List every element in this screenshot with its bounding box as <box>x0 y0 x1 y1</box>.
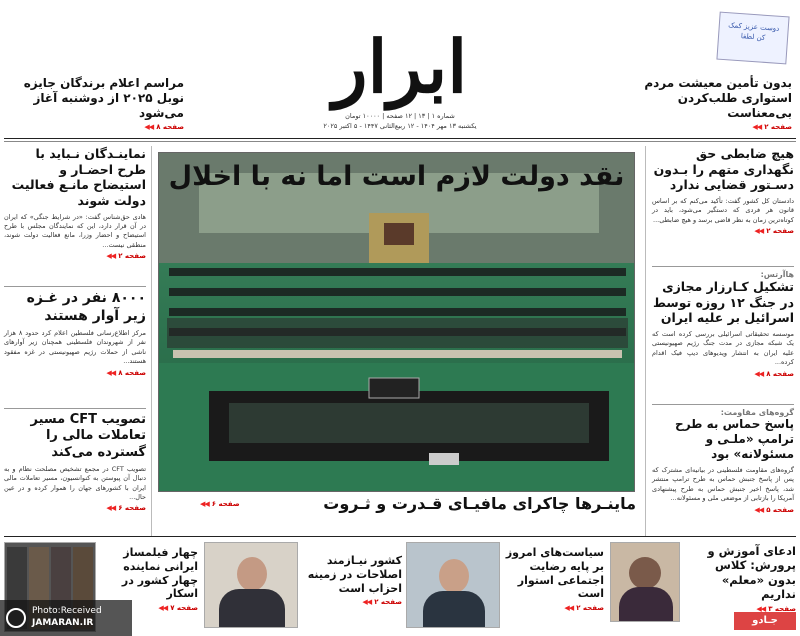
issue-info <box>300 112 500 132</box>
page-ref-label: صفحه ۸ <box>118 368 146 377</box>
arrows-icon: ◀◀ <box>564 604 574 612</box>
person-photo-body <box>423 591 485 628</box>
watermark-line-2: JAMARAN.IR <box>32 618 94 628</box>
watermark-text <box>32 606 102 629</box>
right-article-3 <box>652 408 794 514</box>
article-body: هادی حق‌شناس گفت: «در شرایط جنگی» که ایران در آن قرار دارد، این که نمایندگان مجلس با طرح استیضاح و احضار وزرا، مانع فعالیت دولت شوند، منطقی نیست... <box>4 212 146 249</box>
top-left-teaser <box>4 76 184 131</box>
page-ref[interactable] <box>504 604 604 612</box>
arrows-icon: ◀◀ <box>362 598 372 607</box>
section-divider <box>4 286 146 287</box>
article-kicker: گروه‌های مقاومت: <box>720 408 794 417</box>
page-ref[interactable] <box>4 504 146 512</box>
article-headline[interactable]: چهار فیلمساز ایرانی نماینده چهار کشور در اسکار <box>121 546 198 601</box>
issue-date: یکشنبه ۱۳ مهر ۱۴۰۴ - ۱۲ ربیع‌الثانی ۱۴۴۷ - ۵ اکتبر ۲۰۲۵ <box>323 121 477 130</box>
arrows-icon: ◀◀ <box>754 227 764 236</box>
page-ref[interactable] <box>4 252 146 260</box>
arrows-icon: ◀◀ <box>756 604 766 613</box>
page-ref-label: صفحه ۵ <box>766 505 794 514</box>
watermark-line-1: Photo:Received <box>32 606 102 617</box>
section-divider <box>652 266 794 267</box>
main-photo <box>158 152 635 492</box>
right-article-1 <box>652 146 794 235</box>
top-right-teaser <box>630 76 792 131</box>
masthead-divider <box>4 138 796 139</box>
left-article-1 <box>4 146 146 260</box>
page-ref[interactable] <box>302 598 402 606</box>
person-photo-icon <box>439 559 469 593</box>
right-article-2 <box>652 270 794 378</box>
masthead-logo: ابرار <box>332 24 468 109</box>
person-photo-icon <box>629 557 661 589</box>
article-headline[interactable]: نماینـدگان نـباید با طرح احضـار و استیضاح مانـع فعالیت دولت شوند <box>11 146 146 208</box>
page-ref[interactable] <box>200 500 240 508</box>
page-ref-label: صفحه ۲ <box>766 227 794 236</box>
masthead <box>300 22 500 137</box>
bottom-banner[interactable]: جـادو <box>734 612 796 630</box>
arrows-icon: ◀◀ <box>106 252 116 261</box>
bottom-photo-2 <box>406 542 500 628</box>
page-ref-label: صفحه ۸ <box>156 123 184 131</box>
page-ref[interactable] <box>652 370 794 378</box>
bottom-article-1 <box>684 544 796 613</box>
page-ref-label: صفحه ۶ <box>118 504 146 513</box>
top-right-headline[interactable]: بدون تأمین معیشت مردم استواری طلب‌کردن بی‌معناست <box>644 76 792 120</box>
watermark-logo-icon <box>6 608 26 628</box>
article-headline[interactable]: تصویب CFT مسیر تعاملات مالی را گسترده می‌کند <box>30 412 146 460</box>
arrows-icon: ◀◀ <box>754 369 764 378</box>
article-body: موسسه تحقیقاتی اسرائیلی بررسی کرده است که یک شبکه مجازی در مدت جنگ رژیم صهیونیستی علیه ایران به انتشار ویدیوهای دیپ فیک اقدام کرده... <box>652 329 794 367</box>
stamp-text: دوست عزیز کمک کن لطفا <box>727 21 780 42</box>
arrows-icon: ◀◀ <box>106 504 116 513</box>
person-photo-body <box>219 589 285 628</box>
page-ref[interactable] <box>652 506 794 514</box>
page-ref[interactable] <box>630 123 792 131</box>
person-photo-body <box>619 587 673 622</box>
left-article-2 <box>4 290 146 377</box>
article-headline[interactable]: تشکیل کـارزار مجازی در جنگ ۱۲ روزه توسط اسرائیل بر علیه ایران <box>653 279 794 326</box>
bottom-article-2 <box>504 546 604 612</box>
article-body: تصویب CFT در مجمع تشخیص مصلحت نظام و به دنبال آن پیوستن به کنوانسیون، مسیر تعاملات مالی ایران با کشورهای جهان را هموار کرده و در عین حال... <box>4 464 146 502</box>
page-ref-label: صفحه ۲ <box>118 252 146 261</box>
top-left-headline[interactable]: مراسم اعلام برندگان جایزه نوبل ۲۰۲۵ از دوشنبه آغاز می‌شود <box>23 76 184 120</box>
main-caption <box>200 494 636 514</box>
bottom-divider <box>4 536 796 537</box>
section-divider <box>4 408 146 409</box>
article-body: مرکز اطلاع‌رسانی فلسطین اعلام کرد حدود ۸ هزار نفر از شهروندان فلسطینی همچنان زیر آوارهای ناشی از حملات رژیم صهیونیستی در غزه مفقود هستند... <box>4 329 146 366</box>
page-ref-label: صفحه ۷ <box>170 604 198 612</box>
stamp-image <box>716 12 789 65</box>
arrows-icon: ◀◀ <box>752 123 762 131</box>
page-ref-label: صفحه ۸ <box>766 369 794 378</box>
article-headline[interactable]: ادعای آموزش و پرورش: کلاس بدون «معلم» نداریم <box>707 544 796 602</box>
arrows-icon: ◀◀ <box>158 604 168 612</box>
article-headline[interactable]: ۸۰۰۰ نفر در غـزه زیر آوار هستند <box>26 290 146 324</box>
article-headline[interactable]: هیچ ضابطی حق نگهداری متهم را بـدون دسـتور قضایی ندارد <box>653 146 794 193</box>
column-divider-left <box>151 146 152 536</box>
arrows-icon: ◀◀ <box>754 505 764 514</box>
article-headline[interactable]: کشور نیـازمند اصلاحات در زمینه احزاب است <box>307 554 402 595</box>
article-headline[interactable]: سیاست‌های امروز بر پایه رضایت اجتماعی استوار است <box>505 546 604 601</box>
article-kicker: هاآرتس: <box>760 270 794 279</box>
left-article-3 <box>4 412 146 512</box>
column-divider-right <box>645 146 646 536</box>
section-divider <box>652 404 794 405</box>
page-ref[interactable] <box>4 369 146 377</box>
bottom-photo-1 <box>610 542 680 622</box>
main-caption-text[interactable]: ماینـرها چاکرای مافیـای قـدرت و ثـروت <box>323 494 636 513</box>
arrows-icon: ◀◀ <box>144 123 154 131</box>
page-ref[interactable] <box>652 227 794 235</box>
issue-number: شماره ۱ | ۱۳ | ۱۲ صفحه | ۱۰۰۰۰ تومان <box>345 112 455 120</box>
arrows-icon: ◀◀ <box>106 368 116 377</box>
main-headline[interactable]: نقد دولت لازم است اما نه با اخلال <box>168 161 625 192</box>
parliament-photo <box>159 153 635 492</box>
page-ref-label: صفحه ۲ <box>374 598 402 607</box>
page-ref-label: صفحه ۳ <box>768 604 796 613</box>
article-body: دادستان کل کشور گفت: تأکید می‌کنم که بر اساس قانون هر فردی که دستگیر می‌شود، باید در کوتاه‌ترین زمان به نظر قاضی برسد و هیچ ضابطی... <box>652 196 794 224</box>
photo-watermark <box>0 600 132 636</box>
page-ref[interactable] <box>4 123 184 131</box>
page-ref-label: صفحه ۲ <box>576 604 604 612</box>
person-photo-icon <box>237 557 267 591</box>
page-ref-label: صفحه ۲ <box>764 123 792 131</box>
masthead-divider-thin <box>4 141 796 142</box>
bottom-article-3 <box>302 554 402 606</box>
page-ref-label: صفحه ۶ <box>211 500 240 508</box>
bottom-photo-3 <box>204 542 298 628</box>
article-headline[interactable]: پاسخ حماس به طرح ترامپ «ملـی و مسئولانه» بود <box>675 417 794 461</box>
arrows-icon: ◀◀ <box>200 500 209 508</box>
article-body: گروه‌های مقاومت فلسطینی در بیانیه‌ای مشترک که پس از پاسخ جنبش حماس به طرح ترامپ منتشر شد، پاسخ اخیر جنبش حماس به طرح پیشنهادی آمریکا را بازتابی از موضعی ملی و مسئولانه... <box>652 466 794 503</box>
